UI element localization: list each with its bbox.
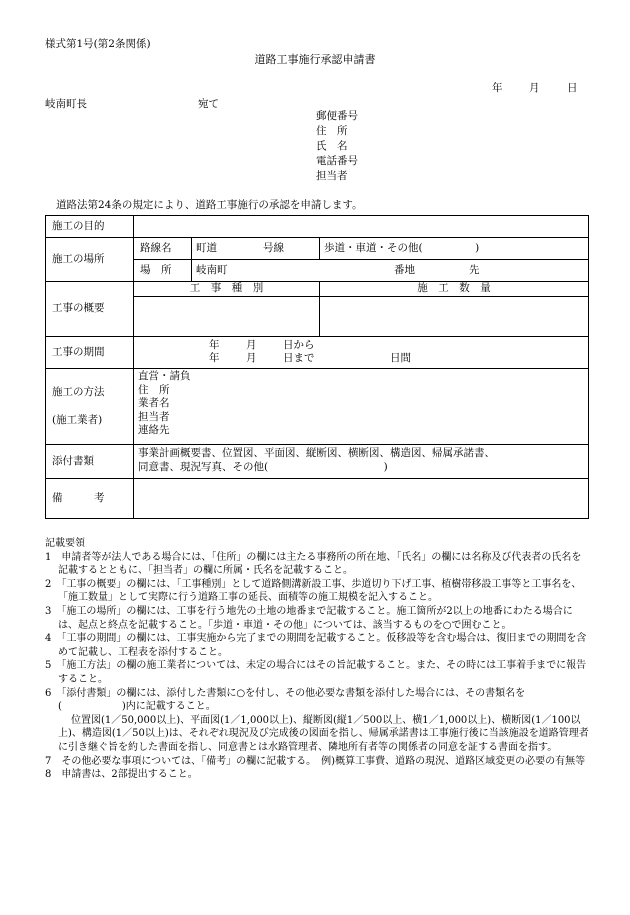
route-name-field[interactable]: 町道 号線 — [192, 238, 320, 260]
notes-section — [45, 537, 590, 782]
remarks-field[interactable] — [134, 479, 589, 519]
date-month-label: 月 — [529, 82, 540, 94]
postal-code-label: 郵便番号 — [316, 110, 358, 122]
method-label-cell: 施工の方法 (施工業者) — [46, 369, 134, 445]
form-number: 様式第1号(第2条関係) — [45, 38, 151, 50]
applicant-block — [316, 109, 358, 184]
address-label: 住 所 — [316, 125, 348, 137]
note-6-detail: 位置図(1／50,000以上)、平面図(1／1,000以上)、縦断図(縦1／500以上、横1／1,000以上)、横断図(1／100以上)、構造図(1／50以上)は、それぞれ現況及び完成後の図面を指し、帰属承諾書は工事施行後に当該施設を道路管理者に引き継ぐ旨を約した書面を指し、同意書とは水路管理者、隣地所有者等の関係者の同意を証する書面を指す。 — [58, 714, 589, 753]
route-name-label: 路線名 — [134, 238, 192, 260]
attachments-field[interactable]: 事業計画概要書、位置図、平面図、縦断図、横断図、構造図、帰属承諾書、 同意書、現況写真、その他( ) — [134, 445, 589, 479]
name-label: 氏 名 — [316, 140, 348, 152]
intro-text: 道路法第24条の規定により、道路工事施行の承認を申請します。 — [56, 199, 363, 211]
remarks-label-cell: 備 考 — [46, 479, 134, 519]
note-7: 7 その他必要な事項については、「備考」の欄に記載する。 例)概算工事費、道路の現況、道路区域変更の必要の有無等 — [45, 755, 586, 767]
note-6: 6 「添付書類」の欄には、添付した書類に○を付し、その他必要な書類を添付した場合には、その書類名を( )内に記載すること。 — [45, 687, 526, 713]
note-2: 2 「工事の概要」の欄には、「工事種別」として道路側溝新設工事、歩道切り下げ工事、植樹帯移設工事等と工事名を、「施工数量」として実際に行う道路工事の延長、面積等の施工規模を記入すること。 — [45, 578, 582, 604]
overview-label-cell: 工事の概要 — [46, 282, 134, 337]
attachments-label-cell: 添付書類 — [46, 445, 134, 479]
note-3: 3 「施工の場所」の欄には、工事を行う地先の土地の地番まで記載すること。施工箇所が2以上の地番にわたる場合には、起点と終点を記載すること。「歩道・車道・その他」については、該当するものを○で囲むこと。 — [45, 605, 573, 631]
date-year-label: 年 — [492, 82, 503, 94]
sidewalk-choice[interactable]: 歩道・車道・その他( ) — [320, 238, 589, 260]
addressee-suffix: 宛て — [198, 98, 219, 110]
work-type-field[interactable]: 工 事 種 別 — [134, 282, 320, 337]
method-field[interactable]: 直営・請負 住 所 業者名 担当者 連絡先 — [134, 369, 589, 445]
note-4: 4 「工事の期間」の欄には、工事実施から完了までの期間を記載すること。仮移設等を含む場合は、復旧までの期間を含めて記載し、工程表を添付すること。 — [45, 633, 587, 658]
document-title: 道路工事施行承認申請書 — [254, 53, 376, 66]
note-8: 8 申請書は、2部提出すること。 — [45, 769, 198, 781]
period-label-cell: 工事の期間 — [46, 337, 134, 369]
phone-label: 電話番号 — [316, 155, 358, 167]
notes-heading: 記載要領 — [45, 538, 85, 549]
person-in-charge-label: 担当者 — [316, 170, 348, 182]
place-label-cell: 施工の場所 — [46, 238, 134, 282]
period-field[interactable]: 年 月 日から 年 月 日まで 日間 — [134, 337, 589, 369]
note-1: 1 申請者等が法人である場合には、「住所」の欄には主たる事務所の所在地、「氏名」の欄には名称及び代表者の氏名を記載するとともに、「担当者」の欄に所属・氏名を記載すること。 — [45, 551, 582, 577]
application-table — [45, 215, 589, 519]
addressee: 岐南町長 — [45, 98, 87, 110]
quantity-field[interactable]: 施 工 数 量 — [320, 282, 589, 337]
location-field[interactable]: 岐南町 番地 先 — [192, 260, 589, 282]
date-day-label: 日 — [567, 82, 578, 94]
location-label: 場 所 — [134, 260, 192, 282]
purpose-field[interactable] — [134, 216, 589, 238]
purpose-label-cell: 施工の目的 — [46, 216, 134, 238]
note-5: 5 「施工方法」の欄の施工業者については、未定の場合にはその旨記載すること。また、その時には工事着手までに報告すること。 — [45, 660, 587, 685]
